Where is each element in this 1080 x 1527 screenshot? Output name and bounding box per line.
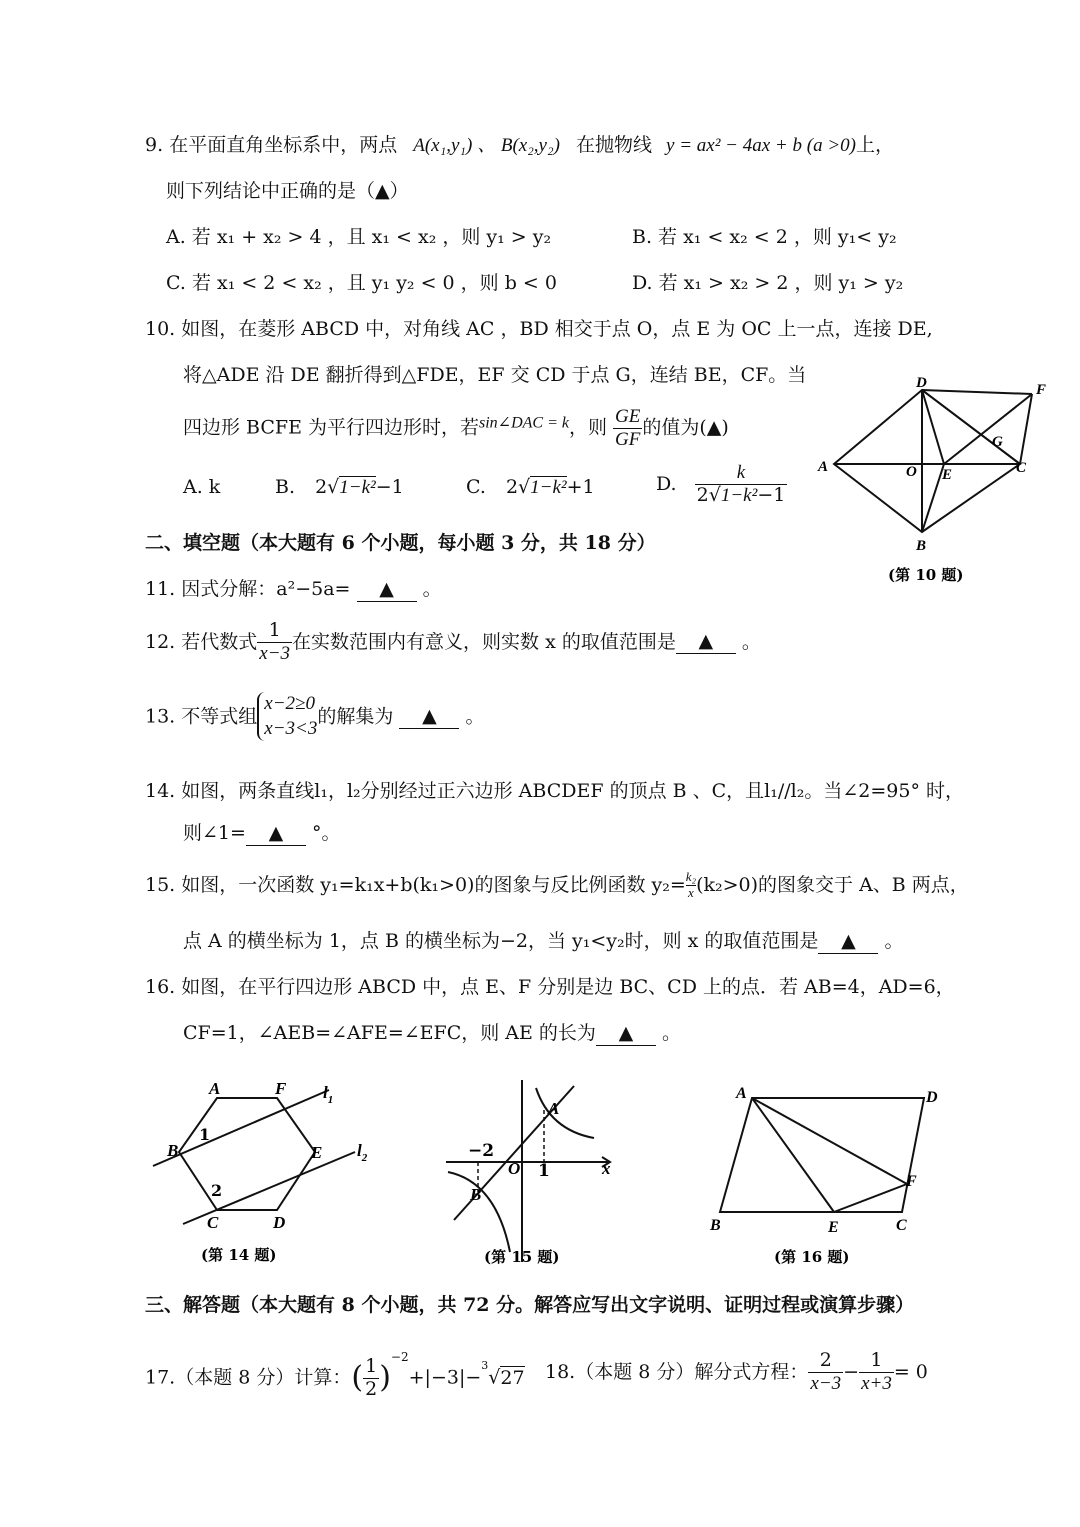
q10-option-d xyxy=(656,462,787,507)
q11-text: 11. 因式分解：a²−5a= xyxy=(145,578,351,600)
q14-label-l1 xyxy=(323,1083,333,1106)
q16-line2 xyxy=(183,1022,681,1046)
q18-equals-zero: = 0 xyxy=(893,1360,928,1383)
q10-label-e: E xyxy=(942,467,953,483)
q10-caption: (第 10 题) xyxy=(888,566,964,584)
q10-label-b: B xyxy=(916,538,927,554)
q12 xyxy=(145,620,761,665)
q10-option-c-const: +1 xyxy=(566,476,595,498)
q10-option-b-label: B. xyxy=(275,476,296,498)
hyperbola-branch-2 xyxy=(448,1172,510,1252)
q10-option-c-label: C. xyxy=(466,476,486,498)
q15-label-a: A xyxy=(548,1099,560,1118)
q10-frac-den: GF xyxy=(615,428,641,450)
q10-value-of: 的值为(▲) xyxy=(642,416,729,439)
q16-caption: (第 16 题) xyxy=(774,1248,850,1266)
q9-equation: y = ax² − 4ax + b (a >0) xyxy=(666,135,856,156)
q14-label-b: B xyxy=(167,1141,179,1160)
section-3-heading: 三、解答题（本大题有 8 个小题，共 72 分。解答应写出文字说明、证明过程或演算步骤） xyxy=(145,1294,915,1316)
q18-frac2-num: 1 xyxy=(870,1349,883,1371)
q15-frac-den: x xyxy=(686,885,696,901)
q10-option-b-radicand: 1−k² xyxy=(339,477,376,498)
line-l1 xyxy=(153,1090,329,1166)
segment-ae xyxy=(752,1098,834,1212)
q17-exponent: −2 xyxy=(390,1350,409,1364)
q15-label-x: x xyxy=(602,1159,611,1178)
q14-line1: 14. 如图，两条直线l₁，l₂分别经过正六边形 ABCDEF 的顶点 B 、C，且l₁//l₂。当∠2=95° 时， xyxy=(145,780,964,802)
q15-label-one: 1 xyxy=(538,1161,550,1181)
q15-caption: (第 15 题) xyxy=(484,1248,560,1266)
q10-label-a: A xyxy=(818,459,829,475)
q14-l1-letter: l xyxy=(323,1083,328,1102)
q10-line3-text: 四边形 BCFE 为平行四边形时，若 xyxy=(183,416,479,439)
q10-line3 xyxy=(183,406,729,451)
q13-pre: 13. 不等式组 xyxy=(145,705,258,728)
segment-ef xyxy=(834,1184,907,1212)
q12-fraction xyxy=(257,620,292,665)
q9-end: 上， xyxy=(855,134,894,156)
q15-label-minus2: −2 xyxy=(468,1141,495,1161)
q13-end: 。 xyxy=(465,705,485,728)
q18-minus: − xyxy=(843,1360,860,1383)
q14-caption: (第 14 题) xyxy=(201,1246,277,1264)
q13 xyxy=(145,692,484,741)
q12-frac-den: x−3 xyxy=(259,642,291,664)
q10-line2: 将△ADE 沿 DE 翻折得到△FDE，EF 交 CD 于点 G，连结 BE，CF。当 xyxy=(183,364,807,386)
q16-label-a: A xyxy=(736,1085,747,1102)
q13-ineq-2: x−3<3 xyxy=(264,717,318,739)
q10-label-c: C xyxy=(1016,460,1027,476)
q9-line1 xyxy=(145,134,894,158)
q16-label-f: F xyxy=(906,1173,917,1190)
q12-blank: ▲ xyxy=(676,630,736,654)
q9-number: 9. xyxy=(145,134,164,156)
q17-fraction xyxy=(363,1356,379,1401)
segment-be xyxy=(922,464,944,532)
q15-blank: ▲ xyxy=(818,930,878,954)
q15-fraction xyxy=(686,870,696,901)
q10-label-g: G xyxy=(992,434,1003,450)
q10-option-b-coef: 2 xyxy=(315,476,328,498)
q10-option-b: B. 2√1−k²−1 xyxy=(275,476,404,498)
q17-frac-den: 2 xyxy=(365,1377,378,1400)
q10-option-a xyxy=(183,476,220,499)
q14-label-d: D xyxy=(273,1213,286,1232)
q9-mid: 在抛物线 xyxy=(575,134,652,156)
segment-fc xyxy=(1020,394,1032,464)
q16-end: 。 xyxy=(661,1022,681,1044)
q15-label-o: O xyxy=(508,1159,521,1178)
q9-line2: 则下列结论中正确的是（▲） xyxy=(166,180,409,202)
q10-frac-num: GE xyxy=(615,406,641,427)
q15-figure xyxy=(440,1072,630,1272)
q11-blank: ▲ xyxy=(357,578,417,602)
q14-l1-sub: 1 xyxy=(327,1094,334,1106)
segment-fe xyxy=(944,394,1032,464)
q10-option-a-text: A. k xyxy=(183,476,221,498)
q10-option-b-const: −1 xyxy=(375,476,404,498)
q16-line2-text: CF=1，∠AEB=∠AFE=∠EFC，则 AE 的长为 xyxy=(183,1022,596,1044)
q14-l2-letter: l xyxy=(357,1141,362,1160)
q11-end: 。 xyxy=(422,578,442,600)
q14-label-e: E xyxy=(311,1143,323,1162)
q17: 17.（本题 8 分）计算：( $\frac{1}{2}$ )$^{-2}$+|−3|−$^3$√27 xyxy=(145,1350,525,1400)
q18-frac1-num: 2 xyxy=(819,1349,832,1371)
q10-fraction xyxy=(613,406,642,451)
section-2-heading: 二、填空题（本大题有 6 个小题，每小题 3 分，共 18 分） xyxy=(145,532,656,554)
q14-line2 xyxy=(183,822,341,846)
q10-option-d-label: D. xyxy=(656,472,677,495)
q16-label-e: E xyxy=(828,1219,839,1236)
q14-label-f: F xyxy=(275,1079,287,1098)
q10-option-c: C. 2√1−k²+1 xyxy=(466,476,595,498)
q16-blank: ▲ xyxy=(596,1022,656,1046)
q9-stem: 在平面直角坐标系中，两点 xyxy=(169,134,398,156)
q10-line1: 10. 如图，在菱形 ABCD 中，对角线 AC ，BD 相交于点 O，点 E 为 OC 上一点，连接 DE, xyxy=(145,318,933,340)
q12-frac-num: 1 xyxy=(268,619,281,641)
q18-fraction-2 xyxy=(859,1350,894,1395)
q13-system xyxy=(257,692,317,741)
q17-frac-num: 1 xyxy=(365,1354,378,1377)
segment-dc xyxy=(922,390,1020,464)
q15-line1-text: 15. 如图，一次函数 y₁=k₁x+b(k₁>0)的图象与反比例函数 y₂= xyxy=(145,874,686,897)
q12-post: 在实数范围内有意义，则实数 x 的取值范围是 xyxy=(292,630,676,653)
rhombus-abcd xyxy=(834,390,1020,532)
q14-label-angle1: 1 xyxy=(199,1125,211,1144)
q10-sin: sin∠DAC = k xyxy=(479,414,569,432)
q10-option-d-den-radicand: 1−k² xyxy=(720,484,758,506)
q9-option-c: C. 若 x₁ < 2 < x₂ ，且 y₁ y₂ < 0 ，则 b < 0 xyxy=(166,272,557,294)
q16-label-b: B xyxy=(710,1217,721,1234)
q15-line2-text: 点 A 的横坐标为 1，点 B 的横坐标为−2，当 y₁<y₂时，则 x 的取值范围是 xyxy=(183,930,819,952)
q9-option-b: B. 若 x₁ < x₂ < 2 ，则 y₁< y₂ xyxy=(632,226,897,248)
q10-option-d-den-const: −1 xyxy=(757,483,786,506)
q13-blank: ▲ xyxy=(399,705,459,729)
q15-line1 xyxy=(145,870,969,901)
q10-option-d-num: k xyxy=(736,462,746,483)
q14-end: °。 xyxy=(311,822,341,844)
q9-points: A(x₁,y₁) 、 B(x₂,y₂) xyxy=(413,135,560,156)
q10-option-d-den-coef: 2 xyxy=(696,483,709,506)
q14-label-angle2: 2 xyxy=(211,1181,223,1200)
q15-frac-num: k₂ xyxy=(685,869,697,884)
q14-figure xyxy=(145,1072,385,1272)
q14-label-a: A xyxy=(209,1079,221,1098)
q17-root-index: 3 xyxy=(481,1359,489,1372)
q14-label-c: C xyxy=(207,1213,219,1232)
q14-blank: ▲ xyxy=(246,822,306,846)
q10-label-o: O xyxy=(906,464,917,480)
q12-pre: 12. 若代数式 xyxy=(145,630,258,653)
q13-post: 的解集为 xyxy=(317,705,394,728)
q13-ineq-1: x−2≥0 xyxy=(264,693,315,714)
q15-line1-post: (k₂>0)的图象交于 A、B 两点， xyxy=(696,874,969,897)
q15-line2 xyxy=(183,930,904,954)
q14-label-l2 xyxy=(357,1141,368,1164)
q17-radicand: 27 xyxy=(500,1366,525,1389)
q17-abs: +|−3|− xyxy=(408,1366,482,1389)
q14-l2-sub: 2 xyxy=(361,1152,368,1164)
q18-frac1-den: x−3 xyxy=(810,1372,842,1394)
q16-label-d: D xyxy=(926,1089,938,1106)
q18 xyxy=(545,1350,928,1395)
q16-figure xyxy=(700,1072,960,1272)
q10-label-f: F xyxy=(1036,382,1047,398)
q14-line2-text: 则∠1= xyxy=(183,822,246,844)
segment-df xyxy=(922,390,1032,394)
q18-pre: 18.（本题 8 分）解分式方程： xyxy=(545,1360,809,1383)
q15-label-b: B xyxy=(470,1185,482,1204)
q10-figure xyxy=(810,372,1060,592)
q10-then: ，则 xyxy=(568,416,607,439)
q15-end: 。 xyxy=(884,930,904,952)
q12-end: 。 xyxy=(741,630,761,653)
q10-option-d-fraction: $\frac{k}{\text{2√1−k²−1}}$ xyxy=(696,462,786,506)
q18-frac2-den: x+3 xyxy=(861,1372,892,1394)
q16-line1: 16. 如图，在平行四边形 ABCD 中，点 E、F 分别是边 BC、CD 上的点．若 AB=4，AD=6， xyxy=(145,976,955,998)
q10-option-c-radicand: 1−k² xyxy=(530,477,567,498)
q18-fraction-1 xyxy=(808,1350,843,1395)
q9-option-d: D. 若 x₁ > x₂ > 2 ，则 y₁ > y₂ xyxy=(632,272,904,294)
q9-option-a: A. 若 x₁ + x₂ > 4 ，且 x₁ < x₂ ，则 y₁ > y₂ xyxy=(166,226,552,248)
q17-pre: 17.（本题 8 分）计算： xyxy=(145,1366,352,1389)
hexagon-abcdef xyxy=(179,1098,315,1210)
q10-option-c-coef: 2 xyxy=(505,476,519,498)
segment-af xyxy=(752,1098,907,1184)
q11 xyxy=(145,578,442,602)
q16-label-c: C xyxy=(896,1217,907,1234)
segment-de xyxy=(922,390,944,464)
q10-label-d: D xyxy=(916,375,927,391)
